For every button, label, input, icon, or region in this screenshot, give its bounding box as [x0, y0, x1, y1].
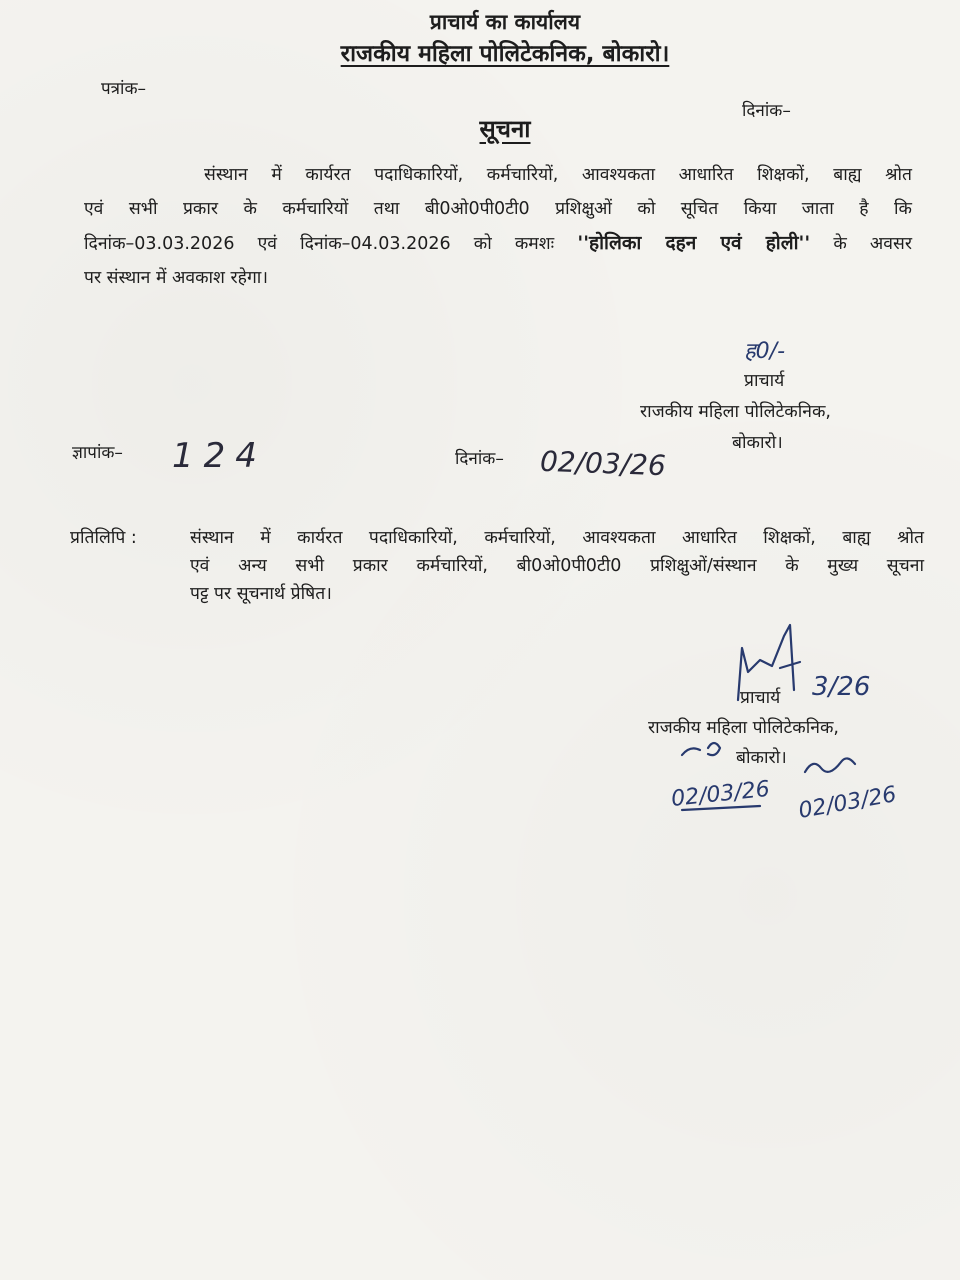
festival-name: ''होलिका दहन एवं होली''	[577, 232, 811, 254]
signature-designation: प्राचार्य	[744, 371, 785, 391]
notice-body-dates: दिनांक–03.03.2026 एवं दिनांक–04.03.2026 को कमशः	[84, 234, 555, 254]
signature-institution: राजकीय महिला पोलिटेकनिक,	[648, 718, 839, 738]
signature-designation: प्राचार्य	[740, 688, 781, 708]
notice-title-text: सूचना	[479, 115, 531, 143]
pratilipi-line: एवं अन्य सभी प्रकार कर्मचारियों, बी0ओ0पी0टी0 प्रशिक्षुओं/संस्थान के मुख्य सूचना	[190, 556, 924, 576]
signature-city: बोकारो।	[736, 748, 787, 768]
notice-body-occasion: के अवसर	[833, 234, 912, 254]
signature-institution: राजकीय महिला पोलिटेकनिक,	[640, 402, 831, 422]
patrank-label: पत्रांक–	[101, 79, 146, 99]
handwritten-date-2: 02/03/26	[670, 776, 771, 812]
institution-heading-text: राजकीय महिला पोलिटेकनिक, बोकारो।	[340, 41, 670, 67]
gyapank-label: ज्ञापांक–	[72, 443, 123, 463]
signature-city: बोकारो।	[732, 433, 783, 453]
pratilipi-line: पट्ट पर सूचनार्थ प्रेषित।	[190, 584, 332, 604]
dinank-label: दिनांक–	[455, 449, 504, 469]
handwritten-date: 02/03/26	[539, 444, 667, 483]
pratilipi-line: संस्थान में कार्यरत पदाधिकारियों, कर्मचारियों, आवश्यकता आधारित शिक्षकों, बाह्य श्रोत	[190, 528, 924, 548]
notice-body-line: एवं सभी प्रकार के कर्मचारियों तथा बी0ओ0पी0टी0 प्रशिक्षुओं को सूचित किया जाता है कि	[84, 199, 912, 219]
initials-signature: ह0/-	[744, 339, 786, 364]
gyapank-number: 124	[172, 436, 267, 476]
handwritten-date-1: 3/26	[812, 672, 871, 702]
notice-body-line: पर संस्थान में अवकाश रहेगा।	[84, 268, 268, 288]
office-heading: प्राचार्य का कार्यालय	[429, 10, 581, 34]
handwritten-date-3: 02/03/26	[796, 782, 899, 824]
pratilipi-label: प्रतिलिपि :	[70, 528, 137, 548]
dinank-top-label: दिनांक–	[742, 101, 791, 121]
notice-body-line: संस्थान में कार्यरत पदाधिकारियों, कर्मचारियों, आवश्यकता आधारित शिक्षकों, बाह्य श्रोत	[204, 165, 912, 185]
